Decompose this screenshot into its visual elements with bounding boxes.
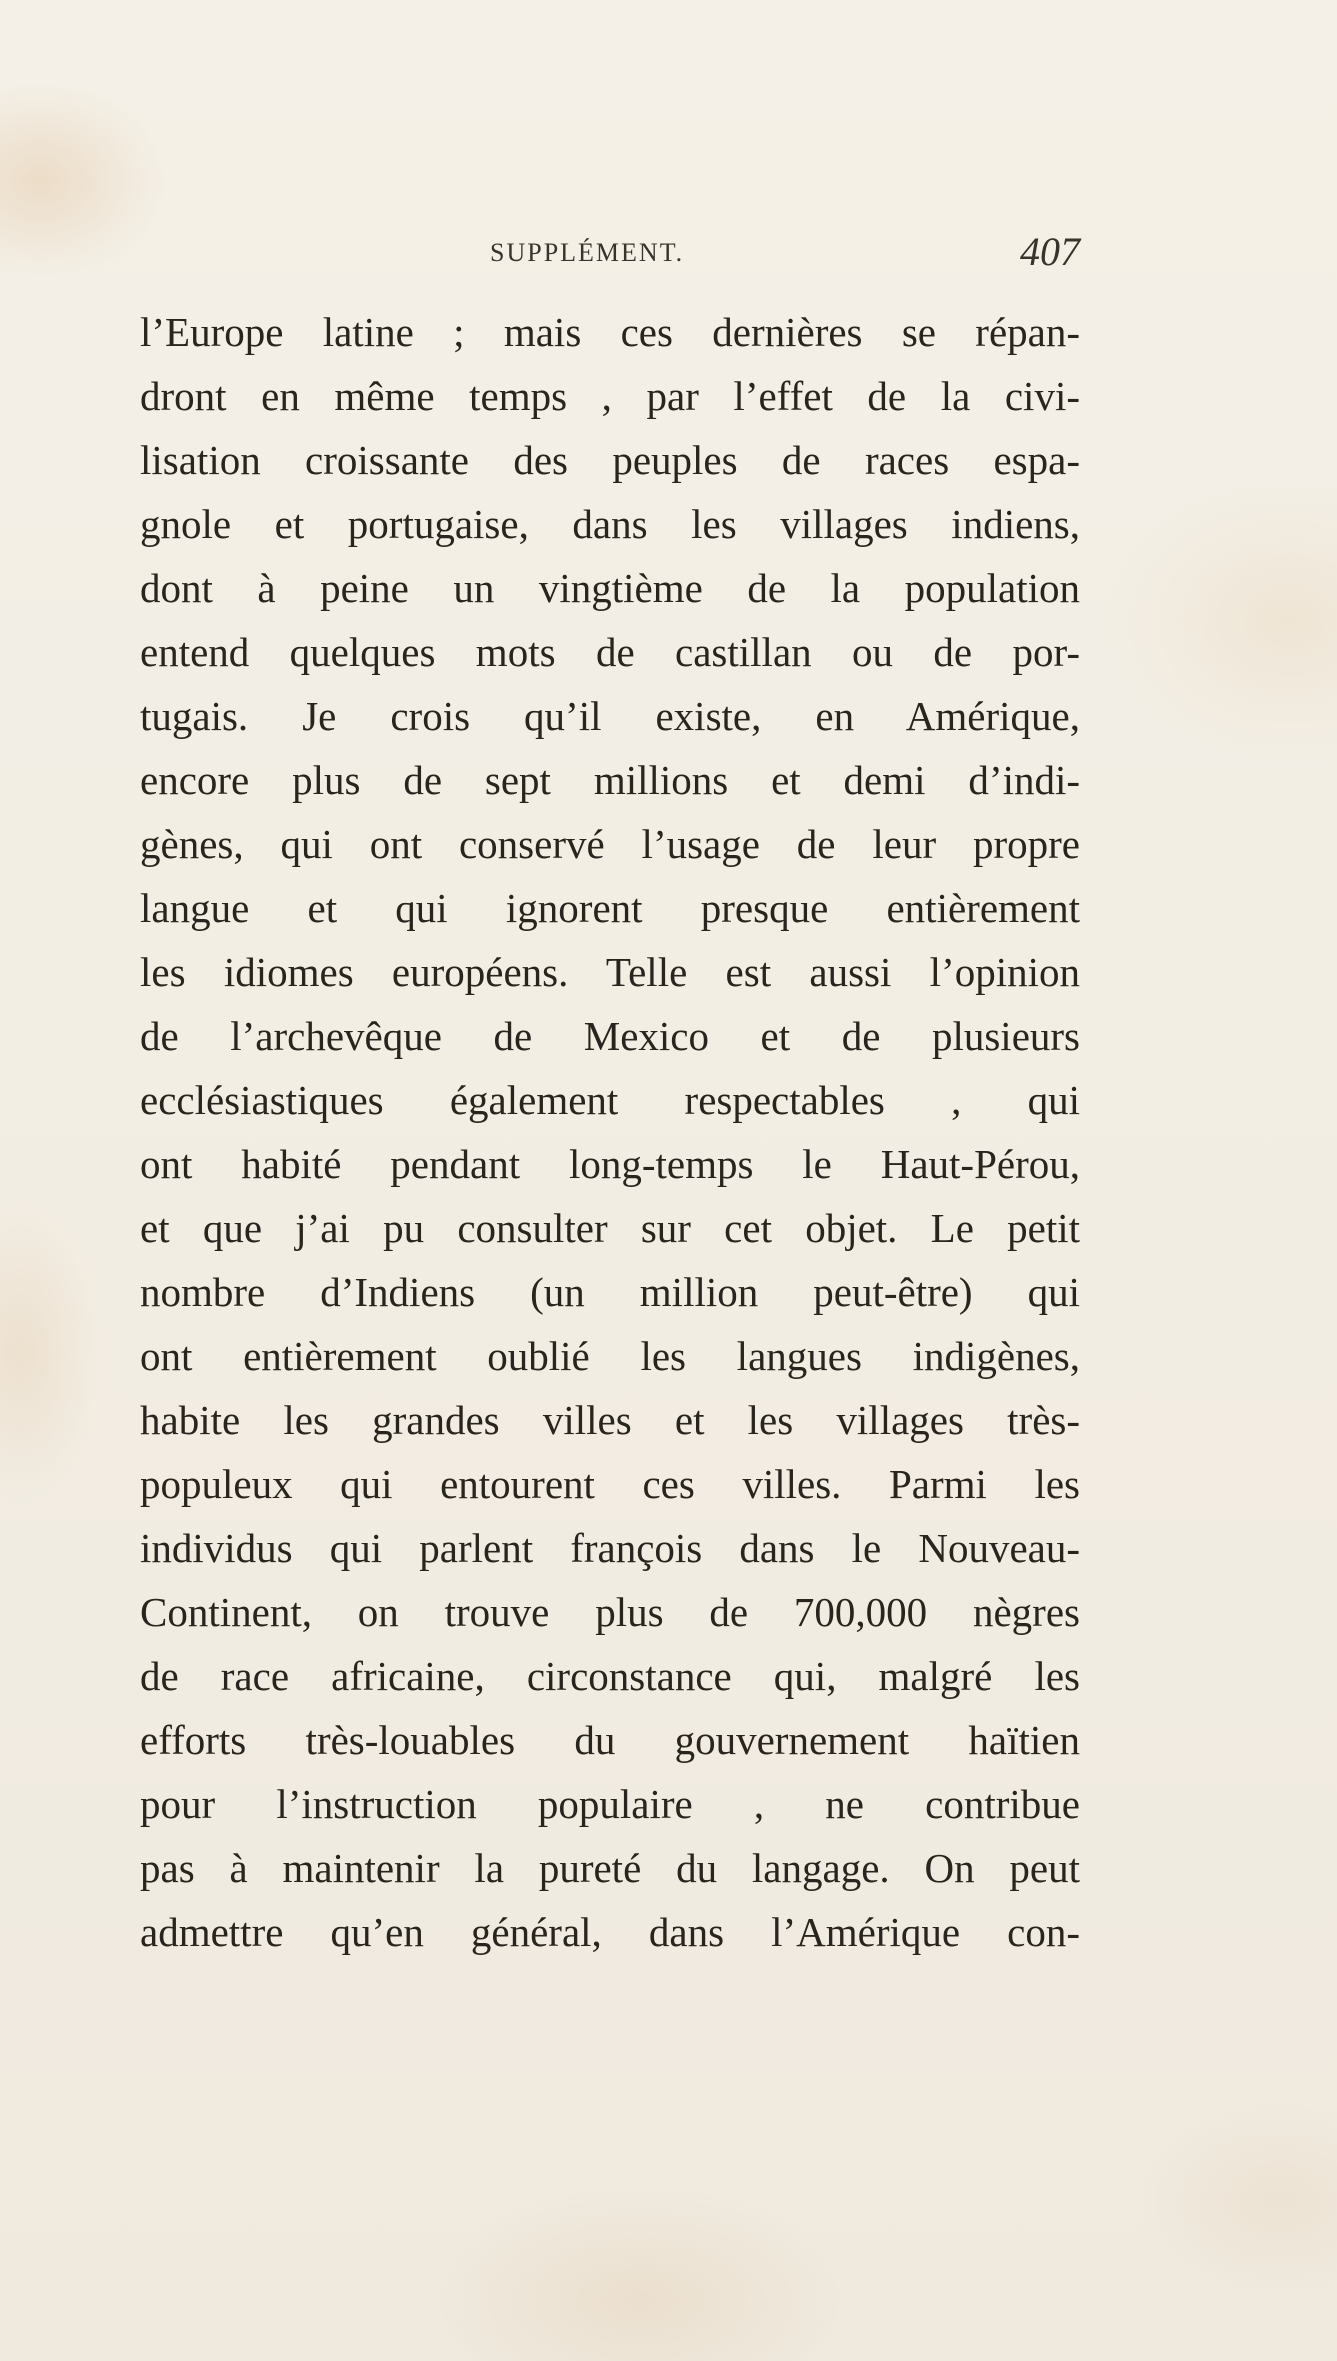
text-line: ont entièrement oublié les langues indigènes, xyxy=(140,1333,1080,1379)
page-number: 407 xyxy=(1020,229,1080,274)
text-line: les idiomes européens. Telle est aussi l’opinion xyxy=(140,949,1080,995)
text-line: et que j’ai pu consulter sur cet objet. Le petit xyxy=(140,1205,1080,1251)
text-line: dont à peine un vingtième de la population xyxy=(140,565,1080,611)
text-line: de l’archevêque de Mexico et de plusieurs xyxy=(140,1013,1080,1059)
text-line: de race africaine, circonstance qui, malgré les xyxy=(140,1653,1080,1699)
body-text xyxy=(140,300,1080,1964)
text-line: efforts très-louables du gouvernement haïtien xyxy=(140,1717,1080,1763)
text-line: nombre d’Indiens (un million peut-être) qui xyxy=(140,1269,1080,1315)
running-title: SUPPLÉMENT. xyxy=(490,238,685,267)
text-line: encore plus de sept millions et demi d’indi- xyxy=(140,757,1080,803)
text-line: entend quelques mots de castillan ou de por- xyxy=(140,629,1080,675)
text-line: dront en même temps , par l’effet de la civi- xyxy=(140,373,1080,419)
text-line: individus qui parlent françois dans le Nouveau- xyxy=(140,1525,1080,1571)
text-line: ecclésiastiques également respectables , qui xyxy=(140,1077,1080,1123)
text-line: Continent, on trouve plus de 700,000 nègres xyxy=(140,1589,1080,1635)
text-line: populeux qui entourent ces villes. Parmi les xyxy=(140,1461,1080,1507)
text-line: l’Europe latine ; mais ces dernières se répan- xyxy=(140,309,1080,355)
text-line: ont habité pendant long-temps le Haut-Pérou, xyxy=(140,1141,1080,1187)
text-line: pour l’instruction populaire , ne contribue xyxy=(140,1781,1080,1827)
text-line: tugais. Je crois qu’il existe, en Amérique, xyxy=(140,693,1080,739)
text-line: lisation croissante des peuples de races espa- xyxy=(140,437,1080,483)
text-line: pas à maintenir la pureté du langage. On peut xyxy=(140,1845,1080,1891)
text-line: langue et qui ignorent presque entièrement xyxy=(140,885,1080,931)
text-line: admettre qu’en général, dans l’Amérique con- xyxy=(140,1909,1080,1955)
text-line: gnole et portugaise, dans les villages indiens, xyxy=(140,501,1080,547)
page-header xyxy=(140,228,1080,288)
text-line: habite les grandes villes et les villages très- xyxy=(140,1397,1080,1443)
text-line: gènes, qui ont conservé l’usage de leur propre xyxy=(140,821,1080,867)
